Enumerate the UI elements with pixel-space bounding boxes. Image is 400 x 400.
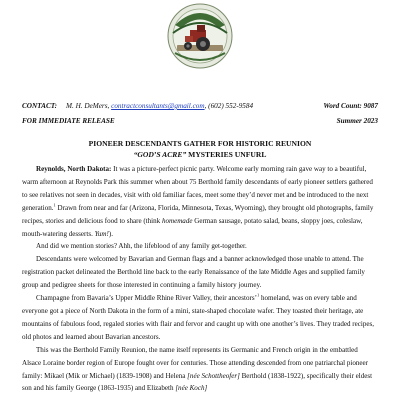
footnote-ref[interactable]: 1: [53, 202, 56, 208]
p4-text-b: homeland, was on every table and everyone got a piece of North Dakota in the form of a mini, state-shaped chocolate wafer. They toasted their heritage, ate mountains of fabulous food, regaled stories with flair and fervor and caught up with one another’s lives. They traded recipes, old photos and learned about Bavarian ancestors.: [22, 294, 374, 341]
contact-email-link[interactable]: contractconsultants@gmail.com: [111, 102, 205, 110]
paragraph-5: [22, 344, 378, 396]
headline-subtitle: [0, 150, 400, 161]
headline-title: PIONEER DESCENDANTS GATHER FOR HISTORIC REUNION: [88, 139, 312, 148]
p1-text-b: Drawn from near and far (Arizona, Florida, Minnesota, Texas, Wyoming), they brought old photographs, family recipes, stories and delicious food to share (think: [22, 203, 374, 225]
p5-text-a: This was the Berthold Family Reunion, the name itself represents its Germanic and French origin in the embattled Alsace Loraine border region of Europe fought over for centuries. Those attending descended from one patriarchal pioneer family: Mikael (Mik or Michael) (1839-1908) and Helena: [22, 345, 369, 380]
heritage-seal-with-tractor-icon: [167, 3, 233, 69]
article-body: [22, 163, 378, 395]
contact-phone: , (602) 552-9584: [204, 102, 254, 110]
contact-name: M. H. DeMers,: [66, 102, 110, 110]
p5-text-b: Berthold (1838-1922), specifically their eldest son and his family George (1863-1935) and Elizabeth: [22, 371, 373, 393]
p5-italic-nee2: [née Koch]: [175, 384, 208, 393]
dateline: Reynolds, North Dakota:: [36, 165, 112, 173]
p1-text-a: It was a picture-perfect picnic party. Welcome early morning rain gave way to a beautiful, warm afternoon at Reynolds Park this summer when about 75 Berthold family descendants of early pioneer settlers gathered to see relatives not seen in decades, visit with old familiar faces, meet some they’d never met and be introduced to the next generation.: [22, 165, 373, 212]
contact-label: CONTACT:: [22, 102, 58, 110]
headline: [0, 139, 400, 160]
p1-italic-homemade: homemade: [161, 216, 193, 225]
contact-row: [22, 102, 378, 110]
p4-text-a: Champagne from Bavaria’s Upper Middle Rhine River Valley, their ancestors’: [36, 294, 257, 303]
p5-italic-nee: [née Schottheofer]: [187, 371, 240, 380]
release-row: [22, 117, 378, 125]
paragraph-1: [22, 163, 378, 240]
footnote-ref[interactable]: 1: [256, 292, 260, 298]
release-season: Summer 2023: [336, 117, 378, 125]
release-label: FOR IMMEDIATE RELEASE: [22, 117, 115, 125]
paragraph-3: Descendants were welcomed by Bavarian and German flags and a banner acknowledged those unable to attend. The registration packet delineated the Berthold line back to the early Renaissance of the late Middle Ages and supplied family group and pedigree sheets for those interested in continuing a family history journey.: [22, 255, 365, 290]
p1-italic-yum: Yum!: [94, 229, 109, 238]
paragraph-2: And did we mention stories? Ahh, the lifeblood of any family get-together.: [36, 242, 247, 251]
paragraph-4: [22, 292, 378, 344]
p1-text-d: ).: [108, 229, 113, 238]
heritage-seal-logo: [167, 3, 233, 69]
headline-subtitle-quote: “GOD’S ACRE”: [133, 149, 187, 159]
contact-info: [22, 102, 253, 110]
p1-text-c: German sausage, potato salad, beans, sloppy joes, coleslaw, mouth-watering desserts.: [22, 216, 363, 238]
headline-subtitle-rest: MYSTERIES UNFURL: [186, 149, 267, 159]
word-count: Word Count: 9087: [323, 102, 378, 110]
